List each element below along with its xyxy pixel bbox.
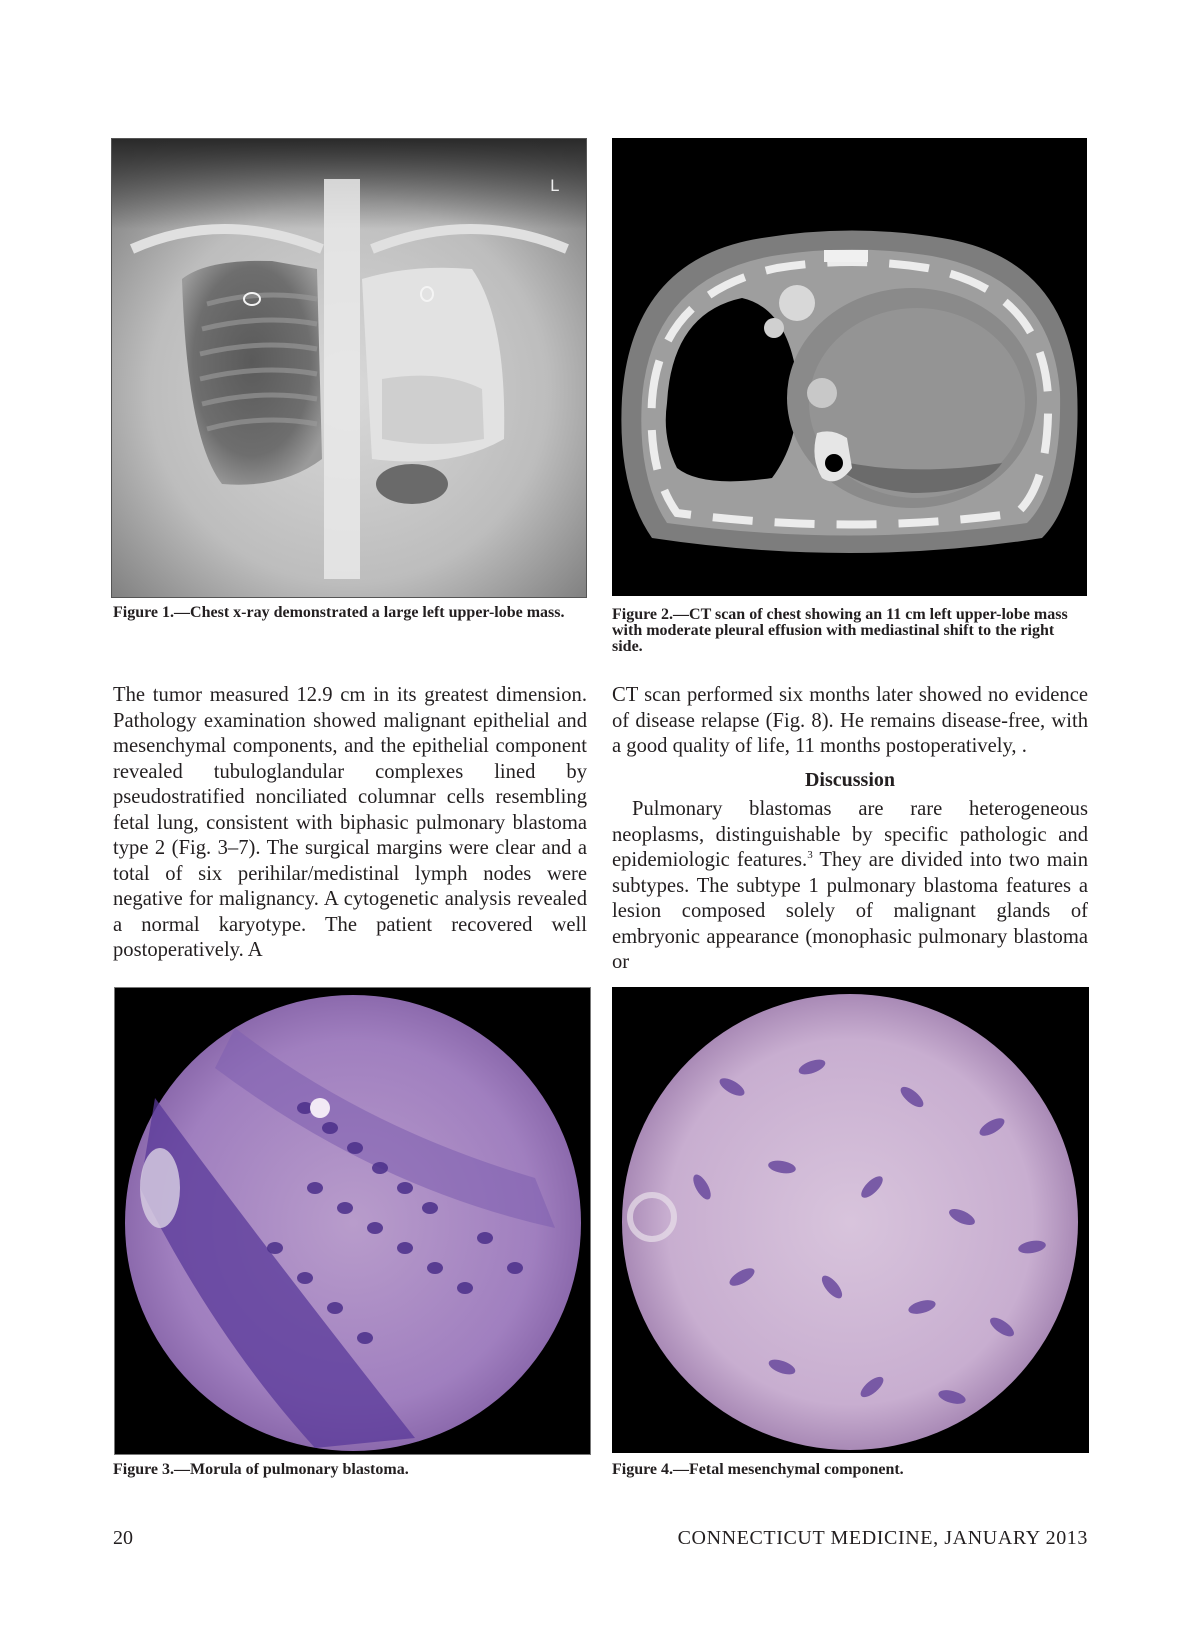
figure-4-caption: Figure 4.—Fetal mesenchymal component. (612, 1461, 904, 1478)
figure-3-caption: Figure 3.—Morula of pulmonary blastoma. (113, 1461, 409, 1478)
figure-4-histology (612, 987, 1089, 1453)
figure-2-caption: Figure 2.—CT scan of chest showing an 11 cm left upper-lobe mass with moderate pleural effusion with mediastinal shift to the right side. (612, 606, 1068, 655)
paragraph-2-text-b: They are divided into two main subtypes. The subtype 1 pulmonary blastoma features a lesion composed solely of malignant glands of embryonic appearance (monophasic pulmonary blastoma or (612, 849, 1088, 973)
paragraph-2-text-a: Pulmonary blastomas are rare heterogeneous neoplasms, distinguishable by specific pathologic and epidemiologic features. (612, 798, 1088, 871)
laterality-marker: L (550, 176, 559, 195)
figure-1-caption: Figure 1.—Chest x-ray demonstrated a large left upper-lobe mass. (113, 604, 565, 621)
body-text-right-paragraph-1: CT scan performed six months later showed no evidence of disease relapse (Fig. 8). He remains disease-free, with a good quality of life, 11 months postoperatively, . (612, 684, 1088, 757)
discussion-heading: Discussion (804, 769, 896, 791)
body-text-left-column: The tumor measured 12.9 cm in its greatest dimension. Pathology examination showed malignant epithelial and mesenchymal components, and the epithelial component revealed tubuloglandular complexes lined by pseudostratified nonciliated columnar cells resembling fetal lung, consistent with biphasic pulmonary blastoma type 2 (Fig. 3–7). The surgical margins were clear and a total of six perihilar/medistinal lymph nodes were negative for malignancy. A cytogenetic analysis revealed a normal karyotype. The patient recovered well postoperatively. A (113, 684, 587, 961)
figure-2-ct-scan (612, 138, 1087, 596)
body-text-right-paragraph-2 (612, 797, 1088, 976)
reference-3-superscript: 3 (807, 849, 813, 862)
page-number: 20 (113, 1527, 133, 1549)
figure-3-histology (114, 987, 591, 1455)
figure-1-chest-xray (111, 138, 587, 598)
journal-running-footer: CONNECTICUT MEDICINE, JANUARY 2013 (677, 1527, 1088, 1549)
